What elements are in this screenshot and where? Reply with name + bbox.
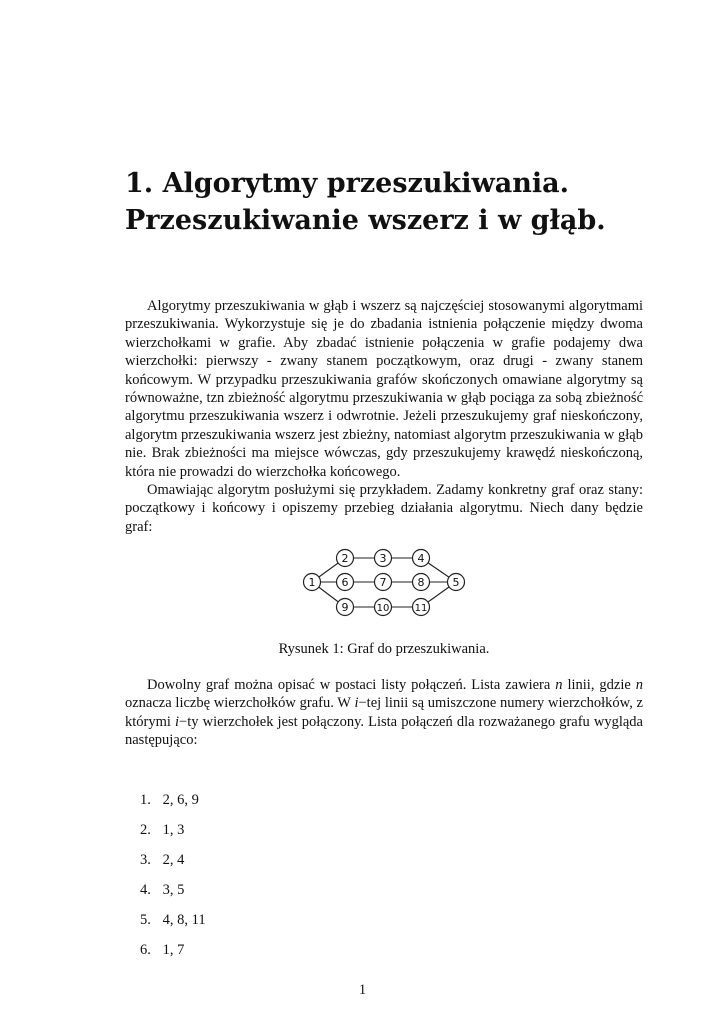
list-item-value: 1, 3 <box>162 822 185 838</box>
intro-paragraph-2: Omawiając algorytm posłużymi się przykładem. Zadamy konkretny graf oraz stany: początkowy i końcowy i opiszemy przebieg działania algorytmu. Niech dany będzie graf: <box>125 482 643 535</box>
graph-node-1-label: 1 <box>308 576 316 589</box>
graph-node-8 <box>413 574 430 591</box>
list-item-number: 6. <box>140 942 151 958</box>
list-item-number: 4. <box>140 882 151 898</box>
list-item-value: 2, 6, 9 <box>162 792 199 808</box>
intro-paragraph-1: Algorytmy przeszukiwania w głąb i wszerz są najczęściej stosowanymi algorytmami przeszukiwania. Wykorzystuje się je do zbadania istnienia połączenie między dwoma wierzchołkami w grafie. Aby zbadać istnienie połączenia w grafie podajemy dwa wierzchołki: pierwszy - zwany stanem początkowym, oraz drugi - zwany stanem końcowym. W przypadku przeszukiwania grafów skończonych omawiane algorytmy są równoważne, tzn zbieżność algorytmu przeszukiwania w głąb pociąga za sobą zbieżność algorytmu przeszukiwania wszerz i odwrotnie. Jeżeli przeszukujemy graf nieskończony, algorytm przeszukiwania wszerz jest zbieżny, natomiast algorytm przeszukiwania w głąb nie. Brak zbieżności ma miejsce wówczas, gdy przeszukujemy krawędź nieskończoną, która nie prowadzi do wierzchołka końcowego. <box>125 298 643 480</box>
graph-node-1 <box>304 574 321 591</box>
figure-caption: Rysunek 1: Graf do przeszukiwania. <box>278 641 490 657</box>
list-item-number: 5. <box>140 912 151 928</box>
intro-section <box>125 297 643 536</box>
page-number: 1 <box>358 982 367 998</box>
adjacency-list <box>140 791 206 971</box>
list-item <box>140 881 206 911</box>
graph-node-11-label: 11 <box>414 603 428 614</box>
graph-node-7-label: 7 <box>379 576 387 589</box>
list-item-value: 3, 5 <box>162 882 185 898</box>
list-item-value: 2, 4 <box>162 852 185 868</box>
list-item <box>140 911 206 941</box>
graph-node-10-label: 10 <box>376 603 390 614</box>
list-item <box>140 941 206 971</box>
list-item-number: 2. <box>140 822 151 838</box>
list-item <box>140 821 206 851</box>
variable-n: n <box>635 677 643 693</box>
graph-node-6-label: 6 <box>341 576 349 589</box>
graph-node-7 <box>375 574 392 591</box>
list-item <box>140 851 206 881</box>
description-paragraph: Dowolny graf można opisać w postaci listy połączeń. Lista zawiera n linii, gdzie n oznacza liczbę wierzchołków grafu. W i−tej linii są umiszczone numery wierzchołków, z którymi i−ty wierzchołek jest połączony. Lista połączeń dla rozważanego grafu wygląda następująco: <box>125 677 643 749</box>
graph-node-2 <box>337 550 354 567</box>
graph-node-10 <box>375 599 392 616</box>
variable-i: i <box>175 713 180 730</box>
graph-diagram <box>301 545 471 625</box>
graph-node-3-label: 3 <box>379 552 387 565</box>
graph-node-11 <box>413 599 430 616</box>
section-title <box>125 165 645 239</box>
list-item-value: 1, 7 <box>162 942 185 958</box>
graph-node-5 <box>448 574 465 591</box>
title-line-2: Przeszukiwanie wszerz i w głąb. <box>125 205 606 236</box>
graph-node-6 <box>337 574 354 591</box>
graph-node-9-label: 9 <box>341 601 349 614</box>
graph-node-2-label: 2 <box>341 552 349 565</box>
variable-i: i <box>354 695 359 712</box>
graph-node-4 <box>413 550 430 567</box>
list-item-number: 1. <box>140 792 151 808</box>
title-line-1: 1. Algorytmy przeszukiwania. <box>125 168 569 199</box>
graph-node-5-label: 5 <box>452 576 460 589</box>
graph-node-3 <box>375 550 392 567</box>
list-item <box>140 791 206 821</box>
graph-node-4-label: 4 <box>417 552 425 565</box>
list-item-value: 4, 8, 11 <box>162 912 206 928</box>
description-section <box>125 676 643 750</box>
graph-node-9 <box>337 599 354 616</box>
variable-n: n <box>555 677 563 693</box>
list-item-number: 3. <box>140 852 151 868</box>
graph-node-8-label: 8 <box>417 576 425 589</box>
